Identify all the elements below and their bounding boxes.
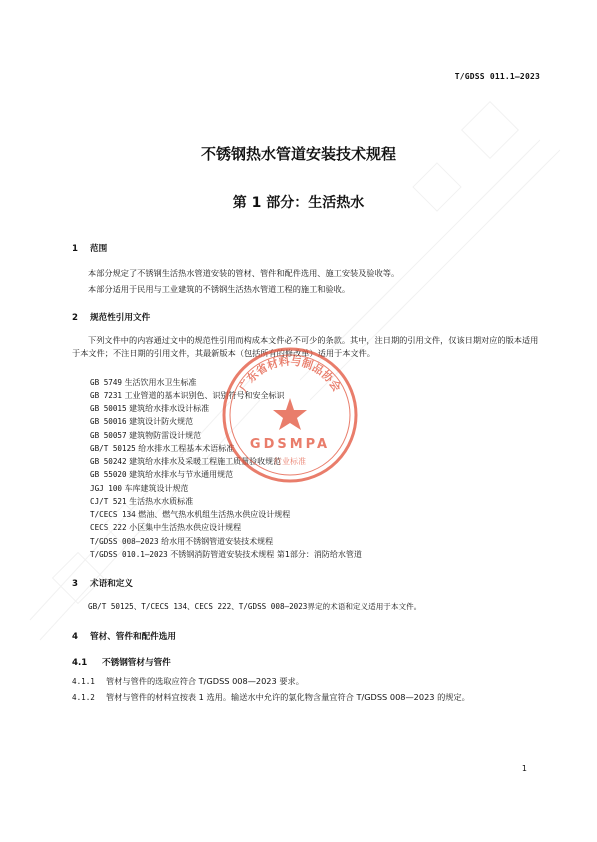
star-icon [273,398,307,430]
reference-item: CECS 222 小区集中生活热水供应设计规程 [90,523,242,532]
section-2-heading: 2 规范性引用文件 [72,313,151,323]
reference-item: GB 50057 建筑物防雷设计规范 [90,431,202,440]
reference-item: GB 7231 工业管道的基本识别色、识别符号和安全标识 [90,391,285,400]
reference-item: GB 50242 建筑给水排水及采暖工程施工质量验收规范 [90,457,282,466]
association-seal [215,340,365,490]
section-3-heading: 3 术语和定义 [72,579,133,589]
seal-text-mid: GDSMPA [249,437,331,452]
reference-item: T/GDSS 010.1—2023 不锈钢消防管道安装技术规程 第1部分：消防给水管道 [90,550,362,559]
clause-4-1-1: 4.1.1 管材与管件的选取应符合 T/GDSS 008—2023 要求。 [72,676,304,686]
page-number: 1 [521,764,527,773]
seal-text-top: 广东省材料与制品协会 [236,354,344,394]
document-title: 不锈钢热水管道安装技术规程 [200,145,396,163]
reference-item: GB/T 50125 给水排水工程基本术语标准 [90,444,235,453]
reference-item: CJ/T 521 生活热水水质标准 [90,497,194,506]
document-code: T/GDSS 011.1—2023 [454,72,540,81]
reference-item: JGJ 100 车库建筑设计规范 [90,484,189,493]
reference-item: GB 5749 生活饮用水卫生标准 [90,378,197,387]
section-2-intro: 下列文件中的内容通过文中的规范性引用而构成本文件必不可少的条款。其中，注日期的引用文件，仅该日期对应的版本适用于本文件；不注日期的引用文件，其最新版本（包括所有的修改单）适用于本文件。 [72,335,539,359]
clause-4-1-2: 4.1.2 管材与管件的材料宜按表 1 选用。输送水中允许的氯化物含量宜符合 T/GDSS 008—2023 的规定。 [72,692,470,702]
reference-item: GB 55020 建筑给水排水与节水通用规范 [90,470,234,479]
document-subtitle: 第 1 部分：生活热水 [232,195,365,211]
seal-text-bottom: 行业标准 [274,457,306,466]
section-3-paragraph: GB/T 50125、T/CECS 134、CECS 222、T/GDSS 008—2023界定的术语和定义适用于本文件。 [88,602,422,611]
reference-item: GB 50015 建筑给水排水设计标准 [90,404,210,413]
section-1-heading: 1 范围 [72,244,108,254]
reference-item: T/GDSS 008—2023 给水用不锈钢管道安装技术规程 [90,537,274,546]
reference-item: T/CECS 134 燃油、燃气热水机组生活热水供应设计规程 [90,510,291,519]
section-1-paragraph-2: 本部分适用于民用与工业建筑的不锈钢生活热水管道工程的施工和验收。 [88,284,351,294]
section-4-heading: 4 管材、管件和配件选用 [72,632,176,642]
section-4-1-heading: 4.1 不锈钢管材与管件 [72,658,171,668]
section-1-paragraph-1: 本部分规定了不锈钢生活热水管道安装的管材、管件和配件选用、施工安装及验收等。 [88,268,400,278]
reference-item: GB 50016 建筑设计防火规范 [90,417,194,426]
